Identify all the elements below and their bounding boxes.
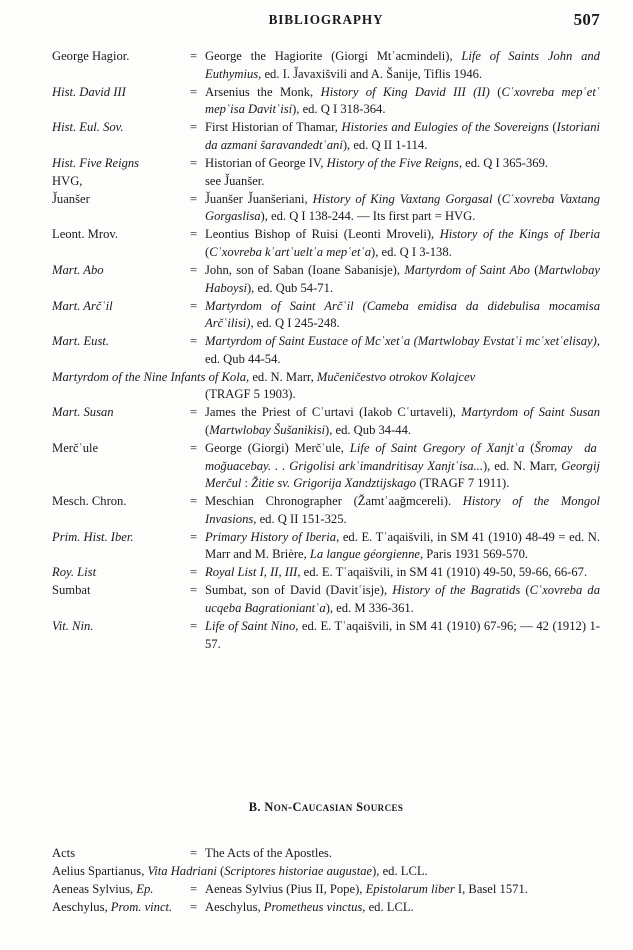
bibliography-entry: [52, 529, 600, 564]
entry-equals: =: [190, 405, 198, 420]
entry-definition: Sumbat, son of David (Davitʿisje), History of the Bagratids (Cʿxovreba da ucqeba Bagrationiantʿa), ed. M 336-361.: [205, 583, 601, 615]
section-heading-label: B. Non-Caucasian Sources: [248, 800, 404, 814]
entry-equals: =: [190, 298, 198, 313]
entry-equals: =: [190, 882, 198, 897]
bibliography-entry: [52, 173, 600, 191]
bibliography-entry: [52, 119, 600, 154]
bibliography-entry: [52, 84, 600, 119]
entry-definition: Aeneas Sylvius (Pius II, Pope), Epistolarum liber I, Basel 1571.: [205, 882, 528, 897]
entry-tag: Acts: [52, 846, 76, 860]
bibliography-entry: [52, 262, 600, 297]
entry-tag: Leont. Mrov.: [52, 227, 118, 242]
entry-tag: Hist. Eul. Sov.: [52, 120, 124, 135]
page-number: 507: [573, 10, 600, 29]
entry-definition: Martyrdom of Saint Arčʿil (Cameba emidisa da didebulisa mocamisa Arčʿilisi), ed. Q I 245-248.: [205, 298, 600, 331]
entry-definition: Meschian Chronographer (Žamtʿaaǧmcereli). History of the Mongol Invasions, ed. Q II 151-325.: [205, 494, 600, 526]
bibliography-entry: [52, 618, 600, 653]
bibliography-entry: [52, 48, 600, 83]
entry-equals: =: [190, 191, 198, 206]
noncaucasian-body: [52, 845, 600, 917]
bibliography-entry: [52, 404, 600, 439]
bibliography-entry: [52, 440, 600, 493]
entry-tag: Mart. Arčʿil: [52, 298, 113, 313]
entry-definition: George (Giorgi) Merčʿule, Life of Saint Gregory of Xanjtʿa (Šromay da moǧuacebay. . . Grigolisi arkʿimandritisay Xanjtʿisa...), ed. N. Marr, Georgij Merčul : Žitie sv. Grigorija Xandztijskago (TRAGF 7 1911).: [205, 441, 601, 491]
entry-equals: =: [190, 529, 198, 544]
entry-equals: =: [190, 120, 198, 135]
entry-definition: Royal List I, II, III, ed. E. Tʿaqaišvili, in SM 41 (1910) 49-50, 59-66, 66-67.: [205, 565, 588, 580]
entry-tag: Aeneas Sylvius, Ep.: [52, 882, 154, 897]
bibliography-entry: [52, 333, 600, 368]
running-head-title: BIBLIOGRAPHY: [268, 12, 384, 27]
entry-equals: =: [190, 619, 198, 633]
entry-definition: Life of Saint Nino, ed. E. Tʿaqaišvili, in SM 41 (1910) 67-96; — 42 (1912) 1-57.: [205, 619, 600, 651]
entry-definition: Primary History of Iberia, ed. E. Tʿaqaišvili, in SM 41 (1910) 48-49 = ed. N. Marr and M. Brière, La langue géorgienne, Paris 1931 569-570.: [205, 529, 600, 562]
entry-definition: Historian of George IV, History of the Five Reigns, ed. Q I 365-369.: [205, 155, 549, 170]
bibliography-entry: [52, 845, 600, 863]
entry-tag: Mesch. Chron.: [52, 494, 127, 509]
entry-definition: First Historian of Thamar, Histories and Eulogies of the Sovereigns (Istoriani da azmani šaravandedtʿani), ed. Q II 1-114.: [205, 120, 601, 152]
entry-definition: J̌uanšer J̌uanšeriani, History of King Vaxtang Gorgasal (Cʿxovreba Vaxtang Gorgaslisa), ed. Q I 138-244. — Its first part = HVG.: [205, 191, 600, 224]
entry-tag: J̌uanšer: [52, 191, 90, 206]
bibliography-entry: [52, 899, 600, 917]
entry-equals: =: [190, 84, 198, 99]
entry-definition: James the Priest of Cʿurtavi (Iakob Cʿurtaveli), Martyrdom of Saint Susan (Martwlobay Šušanikisi), ed. Qub 34-44.: [205, 405, 600, 437]
entry-equals: =: [190, 49, 198, 63]
entry-equals: =: [190, 263, 198, 278]
entry-equals: =: [190, 441, 198, 456]
entry-tag: Sumbat: [52, 583, 91, 598]
bibliography-entry: [52, 881, 600, 899]
entry-tag: Hist. Five Reigns: [52, 155, 140, 170]
entry-equals: =: [190, 900, 198, 915]
entry-equals: =: [190, 334, 198, 349]
entry-tag: Hist. David III: [52, 84, 126, 99]
entry-tag: Mart. Susan: [52, 405, 114, 420]
entry-definition: Martyrdom of the Nine Infants of Kola, ed. N. Marr, Mučeničestvo otrokov Kolajcev: [52, 369, 476, 384]
entry-tag: Aeschylus, Prom. vinct.: [52, 900, 173, 915]
entry-tag: HVG,: [52, 173, 83, 188]
entry-continuation: (TRAGF 5 1903).: [205, 387, 296, 402]
bibliography-body: [52, 48, 600, 654]
bibliography-entry: [52, 582, 600, 617]
entry-tag: Mart. Abo: [52, 263, 104, 278]
bibliography-entry: [52, 564, 600, 582]
entry-definition: Aeschylus, Prometheus vinctus, ed. LCL.: [205, 900, 414, 915]
entry-definition: Leontius Bishop of Ruisi (Leonti Mroveli), History of the Kings of Iberia (Cʿxovreba kʿartʿueltʿa mepʿetʿa), ed. Q I 3-138.: [205, 227, 600, 260]
entry-definition: George the Hagiorite (Giorgi Mtʿacmindeli), Life of Saints John and Euthymius, ed. I. J̌avaxišvili and A. Šanije, Tiflis 1946.: [205, 49, 600, 81]
running-head: [52, 12, 600, 34]
bibliography-entry: [52, 155, 600, 173]
entry-tag: Merčʿule: [52, 441, 99, 456]
entry-tag: Mart. Eust.: [52, 334, 110, 349]
bibliography-entry-hanging: [52, 369, 600, 404]
entry-equals: =: [190, 583, 198, 598]
entry-tag: Roy. List: [52, 565, 97, 580]
entry-equals: =: [190, 846, 198, 860]
entry-equals: =: [190, 565, 198, 580]
entry-definition: see J̌uanšer.: [205, 173, 265, 188]
bibliography-entry: [52, 191, 600, 226]
bibliography-entry-hanging: [52, 863, 600, 881]
entry-definition: John, son of Saban (Ioane Sabanisje), Martyrdom of Saint Abo (Martwlobay Haboysi), ed. Qub 54-71.: [205, 263, 600, 295]
entry-definition: The Acts of the Apostles.: [205, 846, 332, 860]
entry-equals: =: [190, 155, 198, 170]
entry-equals: =: [190, 494, 198, 509]
entry-tag: Vit. Nin.: [52, 619, 94, 633]
entry-tag: George Hagior.: [52, 49, 130, 63]
section-heading-b: [52, 800, 600, 815]
entry-definition: Aelius Spartianus, Vita Hadriani (Scriptores historiae augustae), ed. LCL.: [52, 864, 428, 879]
bibliography-entry: [52, 226, 600, 261]
entry-equals: =: [190, 227, 198, 242]
entry-tag: Prim. Hist. Iber.: [52, 529, 134, 544]
entry-definition: Arsenius the Monk, History of King David III (II) (Cʿxovreba mepʿetʿ mepʿisa Davitʿisi), ed. Q I 318-364.: [205, 84, 601, 117]
bibliography-entry: [52, 493, 600, 528]
bibliography-entry: [52, 298, 600, 333]
entry-definition: Martyrdom of Saint Eustace of Mcʿxetʿa (Martwlobay Evstatʿi mcʿxetʿelisay), ed. Qub 44-54.: [205, 334, 600, 366]
